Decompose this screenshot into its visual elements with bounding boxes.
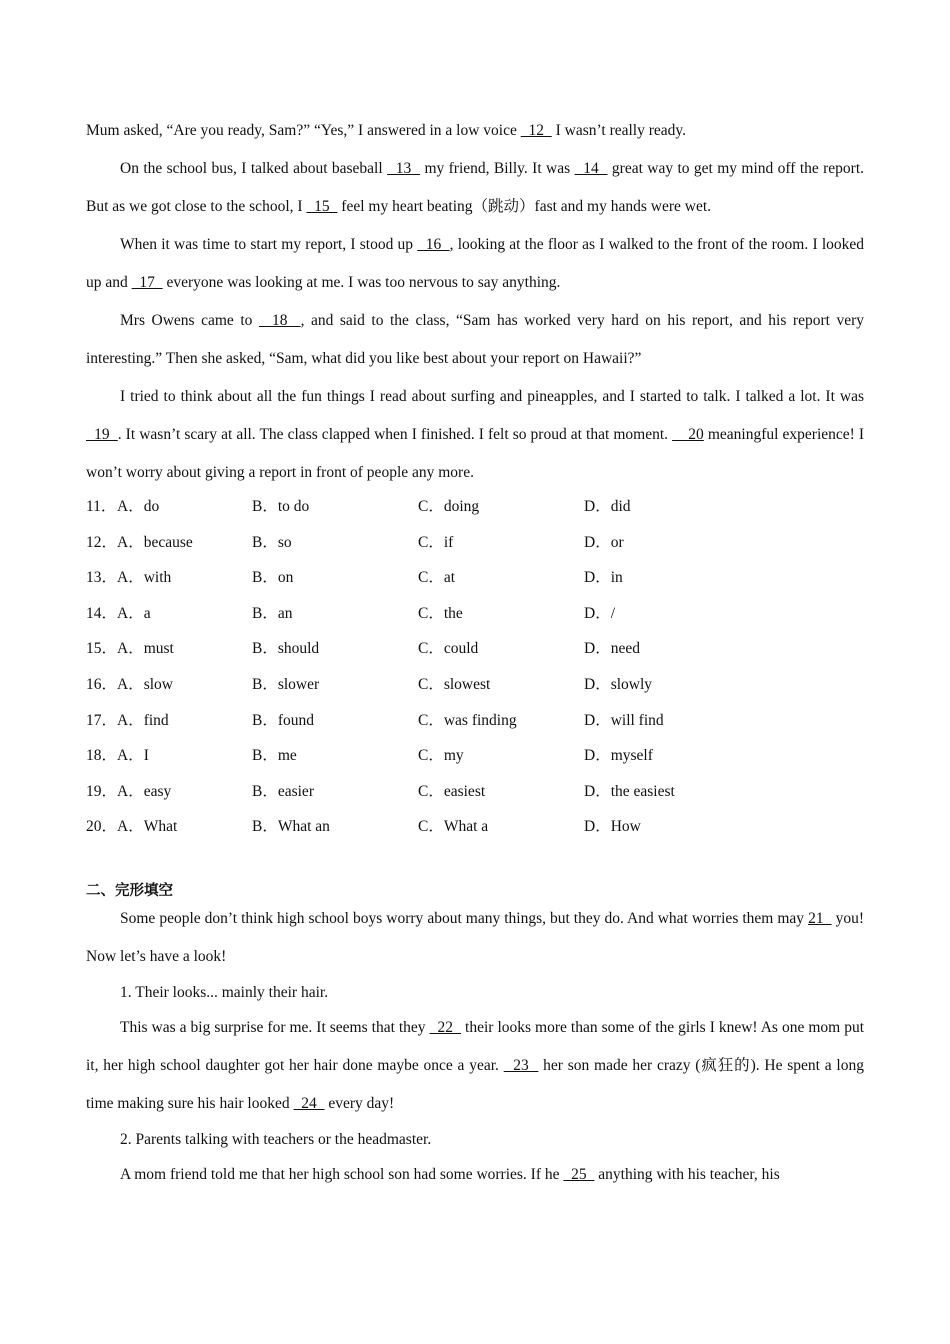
option-b: B．found	[252, 711, 315, 729]
option-b: B．an	[252, 604, 293, 622]
passage-paragraph: Some people don’t think high school boys worry about many things, but they do. And what worries them may 21 you! Now let’s have a look!	[86, 909, 865, 965]
option-c: C．if	[418, 533, 454, 551]
blank-15: 15	[306, 198, 338, 215]
section-title: 二、完形填空	[86, 882, 173, 899]
option-d: D．the easiest	[584, 782, 675, 800]
blank-21: 21	[808, 909, 832, 927]
passage-paragraph: Mum asked, “Are you ready, Sam?” “Yes,” I answered in a low voice 12 I wasn’t really ready.	[86, 122, 687, 139]
option-a: A．I	[117, 747, 149, 765]
option-b: B．should	[252, 640, 320, 658]
blank-13: 13	[387, 160, 421, 177]
blank-25: 25	[563, 1165, 595, 1183]
question-row: 13． A．with B．on C．at D．in	[86, 560, 864, 596]
option-a: A．a	[117, 604, 151, 622]
option-b: B．on	[252, 569, 294, 587]
question-row: 16． A．slow B．slower C．slowest D．slowly	[86, 667, 864, 703]
option-a: A．do	[117, 498, 160, 515]
option-c: C．slowest	[418, 675, 491, 693]
passage-paragraph: A mom friend told me that her high school son had some worries. If he 25 anything with his teacher, his	[120, 1165, 780, 1183]
option-a: A．slow	[117, 675, 173, 693]
option-a: A．must	[117, 640, 174, 658]
option-a: A．because	[117, 533, 193, 551]
question-row: 11． A．do B．to do C．doing D．did	[86, 489, 864, 525]
blank-20: 20	[672, 426, 704, 443]
option-a: A．with	[117, 569, 172, 587]
option-d: D．/	[584, 604, 616, 622]
passage-paragraph: I tried to think about all the fun things I read about surfing and pineapples, and I started to talk. I talked a lot. It was 19 . It wasn’t scary at all. The class clapped when I finished. I felt so proud at that moment. 20 meaningful experience! I won’t worry about giving a report in front of people any more.	[86, 388, 865, 481]
options-list	[86, 489, 864, 845]
passage-paragraph: This was a big surprise for me. It seems that they 22 their looks more than some of the girls I knew! As one mom put it, her high school daughter got her hair done maybe once a year. 23 her son made her crazy (疯狂的). He spent a long time making sure his hair looked 24 every day!	[86, 1018, 864, 1112]
option-d: D．How	[584, 818, 641, 836]
question-row: 12． A．because B．so C．if D．or	[86, 525, 864, 561]
document-page	[86, 112, 864, 1194]
option-c: C．the	[418, 604, 463, 622]
blank-24: 24	[293, 1094, 325, 1112]
blank-16: 16	[417, 236, 450, 253]
option-a: A．find	[117, 711, 169, 729]
option-a: A．easy	[117, 782, 172, 800]
option-c: C．my	[418, 747, 464, 765]
blank-23: 23	[503, 1056, 539, 1074]
option-c: C．was finding	[418, 711, 517, 729]
blank-19: 19	[86, 426, 118, 443]
question-row: 20． A．What B．What an C．What a D．How	[86, 809, 864, 845]
option-b: B．to do	[252, 498, 310, 515]
blank-17: 17	[131, 274, 163, 291]
option-d: D．need	[584, 640, 640, 658]
option-c: C．easiest	[418, 782, 486, 800]
option-c: C．What a	[418, 818, 489, 836]
option-c: C．could	[418, 640, 479, 658]
option-d: D．slowly	[584, 675, 653, 693]
option-d: D．will find	[584, 711, 664, 729]
option-a: A．What	[117, 818, 178, 836]
passage-paragraph: Mrs Owens came to 18 , and said to the class, “Sam has worked very hard on his report, and his report very interesting.” Then she asked, “Sam, what did you like best about your report on Hawaii?”	[86, 312, 865, 367]
option-c: C．doing	[418, 498, 480, 515]
option-d: D．did	[584, 498, 631, 515]
option-b: B．slower	[252, 675, 320, 693]
passage-paragraph: On the school bus, I talked about baseball 13 my friend, Billy. It was 14 great way to get my mind off the report. But as we got close to the school, I 15 feel my heart beating（跳动）fast and my hands were wet.	[86, 160, 865, 215]
blank-22: 22	[429, 1018, 462, 1036]
passage-subheading: 1. Their looks... mainly their hair.	[120, 983, 329, 1001]
blank-14: 14	[574, 160, 608, 177]
option-b: B．easier	[252, 782, 314, 800]
question-row: 17． A．find B．found C．was finding D．will find	[86, 703, 864, 739]
option-d: D．in	[584, 569, 623, 587]
question-row: 14． A．a B．an C．the D．/	[86, 596, 864, 632]
option-d: D．or	[584, 533, 624, 551]
option-b: B．What an	[252, 818, 330, 836]
blank-18: 18	[258, 312, 301, 329]
question-row: 18． A．I B．me C．my D．myself	[86, 738, 864, 774]
question-row: 19． A．easy B．easier C．easiest D．the easiest	[86, 774, 864, 810]
passage-subheading: 2. Parents talking with teachers or the headmaster.	[120, 1130, 432, 1148]
blank-12: 12	[520, 122, 552, 139]
option-b: B．so	[252, 533, 292, 551]
passage-paragraph: When it was time to start my report, I stood up 16 , looking at the floor as I walked to the front of the room. I looked up and 17 everyone was looking at me. I was too nervous to say anything.	[86, 236, 865, 291]
option-d: D．myself	[584, 747, 653, 765]
option-b: B．me	[252, 747, 297, 765]
option-c: C．at	[418, 569, 456, 587]
question-row: 15． A．must B．should C．could D．need	[86, 631, 864, 667]
